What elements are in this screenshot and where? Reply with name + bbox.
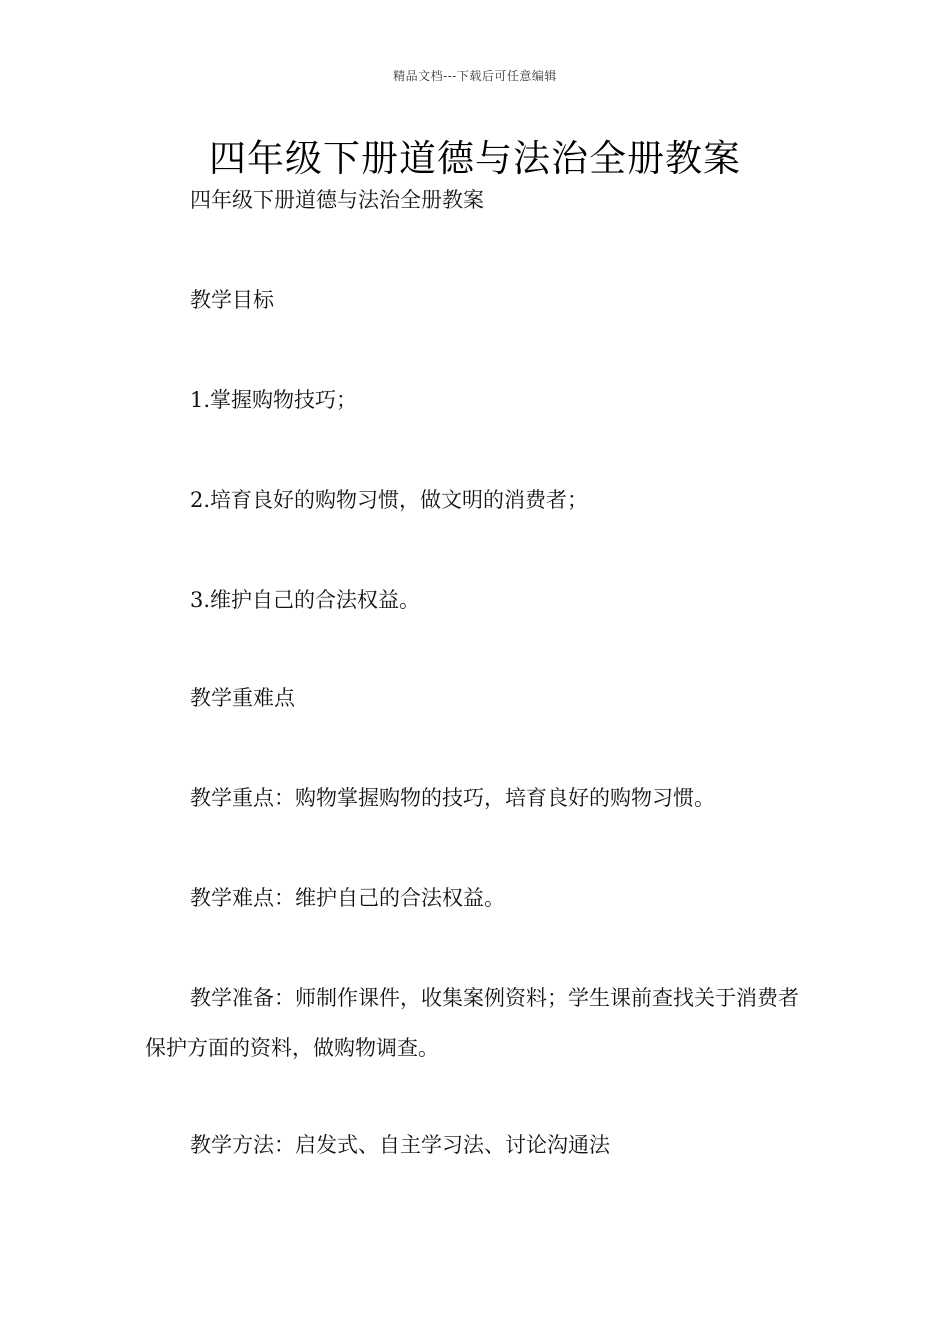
header-note: 精品文档---下载后可任意编辑 [393, 69, 557, 83]
section-heading-key-points: 教学重难点 [190, 686, 295, 710]
subtitle-paragraph: 四年级下册道德与法治全册教案 [190, 188, 484, 212]
section-heading-objectives: 教学目标 [190, 288, 274, 312]
objective-item-1: 1.掌握购物技巧； [190, 388, 358, 412]
objective-item-3: 3.维护自己的合法权益。 [190, 588, 421, 612]
objective-item-2: 2.培育良好的购物习惯，做文明的消费者； [190, 488, 589, 512]
document-title: 四年级下册道德与法治全册教案 [209, 137, 741, 180]
preparation-paragraph: 教学准备：师制作课件，收集案例资料；学生课前查找关于消费者保护方面的资料，做购物调查。 [145, 986, 799, 1060]
key-point-paragraph: 教学重点：购物掌握购物的技巧，培育良好的购物习惯。 [190, 786, 715, 810]
methods-paragraph: 教学方法：启发式、自主学习法、讨论沟通法 [190, 1133, 610, 1157]
difficult-point-paragraph: 教学难点：维护自己的合法权益。 [190, 886, 505, 910]
